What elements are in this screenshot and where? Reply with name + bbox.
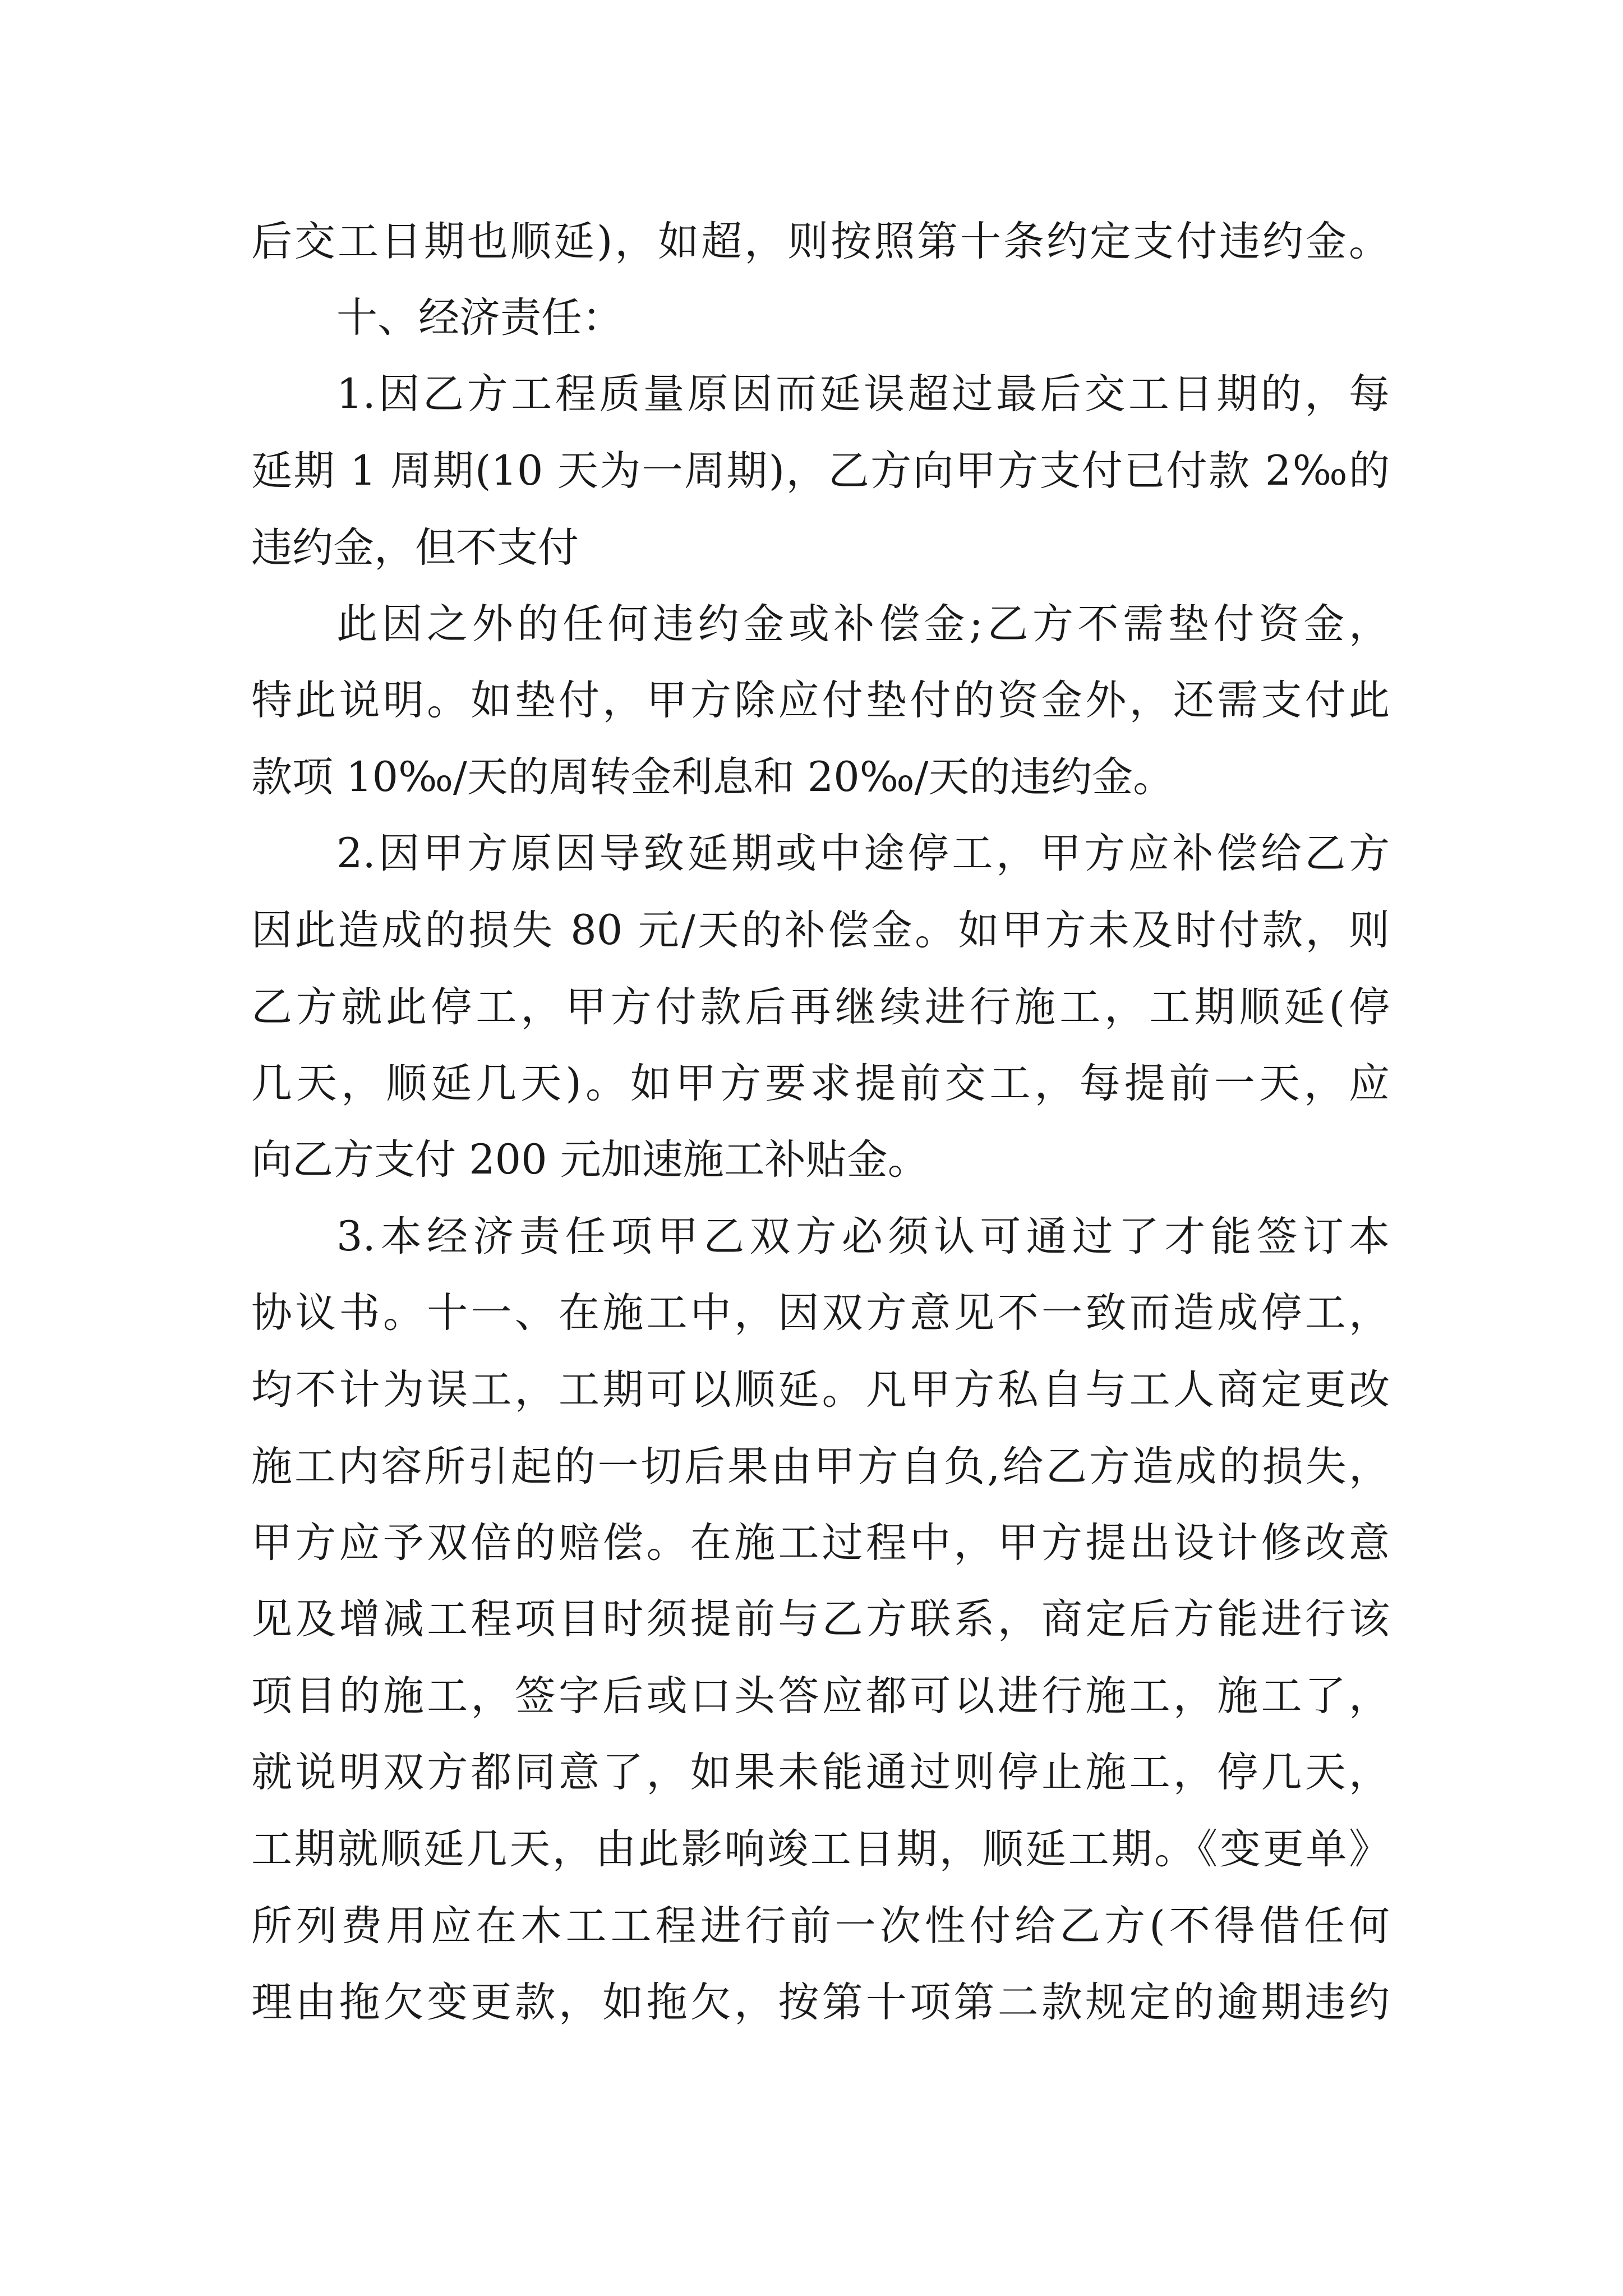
text-line: 均不计为误工，工期可以顺延。凡甲方私自与工人商定更改 xyxy=(251,1366,1390,1414)
text-line: 就说明双方都同意了，如果未能通过则停止施工，停几天， xyxy=(251,1749,1390,1796)
text-line: 2.因甲方原因导致延期或中途停工，甲方应补偿给乙方 xyxy=(336,830,1390,877)
text-line: 向乙方支付 200 元加速施工补贴金。 xyxy=(251,1136,929,1184)
text-line: 此因之外的任何违约金或补偿金;乙方不需垫付资金， xyxy=(336,600,1390,648)
text-line: 特此说明。如垫付，甲方除应付垫付的资金外，还需支付此 xyxy=(251,677,1390,724)
section-heading: 十、经济责任： xyxy=(336,294,623,342)
text-line: 乙方就此停工，甲方付款后再继续进行施工，工期顺延(停 xyxy=(251,983,1390,1031)
text-line: 协议书。十一、在施工中，因双方意见不一致而造成停工， xyxy=(251,1289,1390,1337)
text-line: 违约金，但不支付 xyxy=(251,524,579,572)
text-line: 施工内容所引起的一切后果由甲方自负,给乙方造成的损失， xyxy=(251,1443,1390,1490)
text-line: 后交工日期也顺延)，如超，则按照第十条约定支付违约金。 xyxy=(251,218,1390,265)
text-line: 因此造成的损失 80 元/天的补偿金。如甲方未及时付款，则 xyxy=(251,907,1390,954)
text-line: 甲方应予双倍的赔偿。在施工过程中，甲方提出设计修改意 xyxy=(251,1519,1390,1567)
text-line: 理由拖欠变更款，如拖欠，按第十项第二款规定的逾期违约 xyxy=(251,1978,1390,2026)
text-line: 款项 10‰/天的周转金利息和 20‰/天的违约金。 xyxy=(251,753,1174,801)
text-line: 见及增减工程项目时须提前与乙方联系，商定后方能进行该 xyxy=(251,1595,1390,1643)
text-line: 1.因乙方工程质量原因而延误超过最后交工日期的，每 xyxy=(336,370,1390,418)
text-line: 几天，顺延几天)。如甲方要求提前交工，每提前一天，应 xyxy=(251,1060,1390,1107)
text-line: 项目的施工，签字后或口头答应都可以进行施工，施工了， xyxy=(251,1672,1390,1720)
text-line: 3.本经济责任项甲乙双方必须认可通过了才能签订本 xyxy=(336,1213,1390,1260)
text-line: 延期 1 周期(10 天为一周期)，乙方向甲方支付已付款 2‰的 xyxy=(251,447,1390,495)
text-line: 所列费用应在木工工程进行前一次性付给乙方(不得借任何 xyxy=(251,1902,1390,1950)
text-line: 工期就顺延几天，由此影响竣工日期，顺延工期。《变更单》 xyxy=(251,1825,1390,1873)
